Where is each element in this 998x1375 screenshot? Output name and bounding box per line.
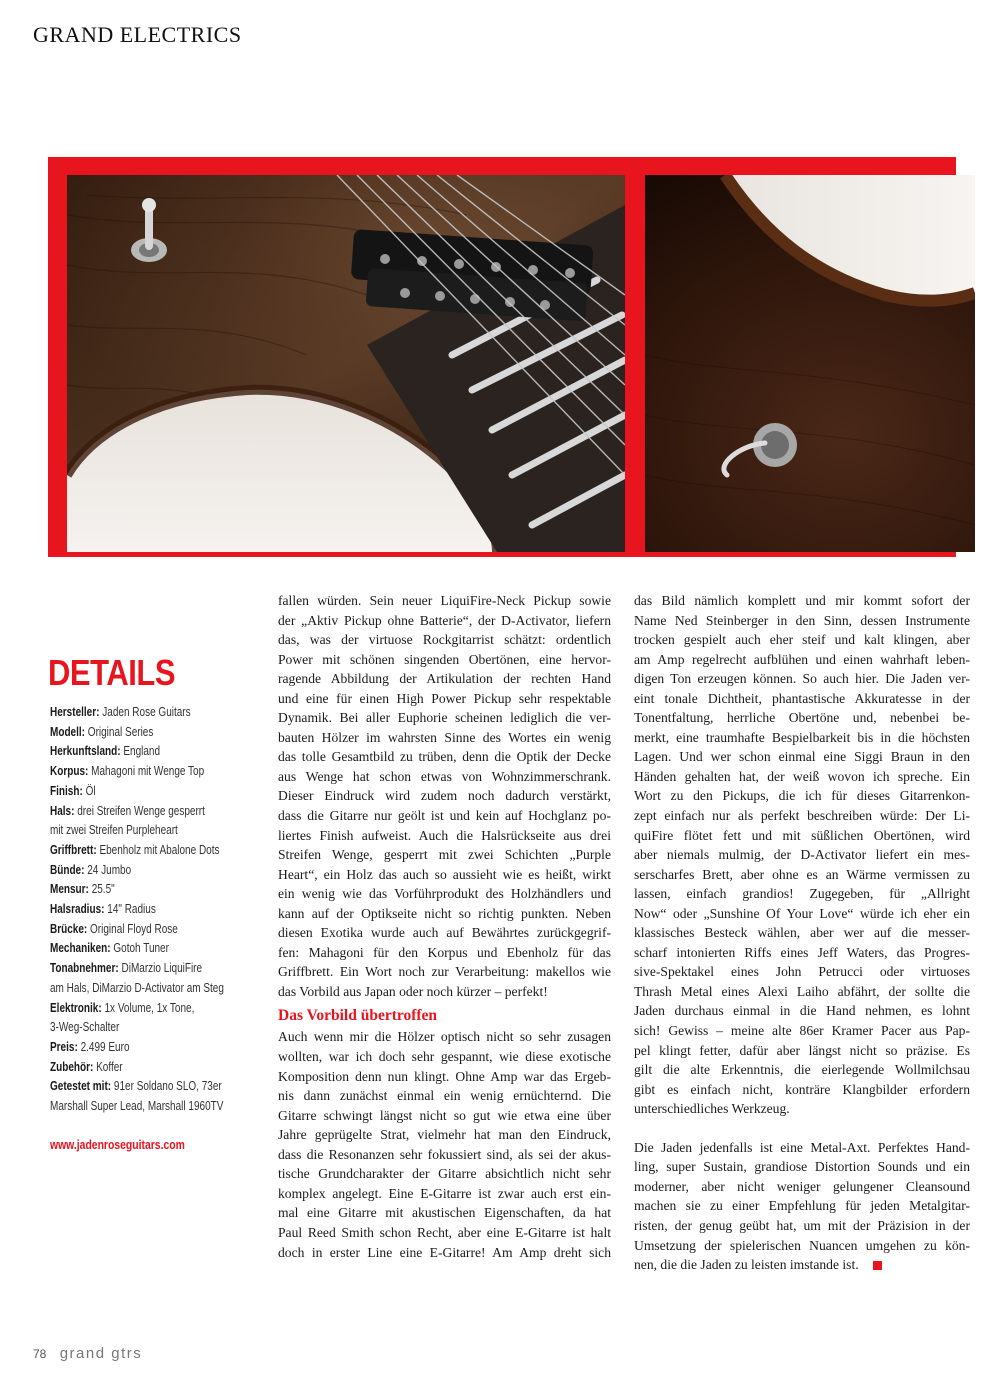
text-line: Dynamik. Bei aller Euphorie scheinen lediglich die ver- bbox=[278, 710, 611, 726]
text-line: unterschiedliches Werkzeug. bbox=[634, 1101, 790, 1117]
article-end-mark-icon bbox=[873, 1261, 882, 1270]
text-line: und eine für einen High Power Pickup sehr respektable bbox=[278, 690, 611, 706]
text-line: quiFire flötet fett und mit süßlichen Obertönen, wird bbox=[634, 827, 970, 843]
text-line: Griffbrett. Ein Wort noch zur Verarbeitung: makellos wie bbox=[278, 964, 611, 980]
spec-value: am Hals, DiMarzio D-Activator am Steg bbox=[50, 980, 224, 995]
article-subheading: Das Vorbild übertroffen bbox=[278, 1007, 438, 1025]
text-line: Heart“, ein Holz das auch so aussieht wie es heißt, wirkt bbox=[278, 866, 611, 882]
text-line: zept einfach nur als perfekt beschreiben würde: Der Li- bbox=[634, 808, 970, 824]
text-line: komplex angelegt. Eine E-Gitarre ist zwar auch erst ein- bbox=[278, 1185, 611, 1201]
text-line: diesen Exotika wurde auch auf Bewährtes zurückgegrif- bbox=[278, 925, 611, 941]
spec-label: Mensur: bbox=[50, 882, 89, 897]
spec-value: drei Streifen Wenge gesperrt bbox=[77, 803, 205, 818]
text-line: moderner, aber nicht weniger gelungener Cleansound bbox=[634, 1178, 970, 1194]
spec-line bbox=[50, 782, 234, 802]
text-line: gilt die alte Erkenntnis, die eierlegende Wollmilchsau bbox=[634, 1062, 970, 1078]
section-title: GRAND ELECTRICS bbox=[33, 22, 242, 47]
text-line: Auch wenn mir die Hölzer optisch nicht so sehr zusagen bbox=[278, 1029, 611, 1045]
spec-line bbox=[50, 861, 234, 881]
text-line: Jahre geprügelte Strat, vielmehr hat man den Eindruck, bbox=[278, 1127, 611, 1143]
spec-line bbox=[50, 1058, 234, 1078]
text-line: Lagen. Und wer schon einmal eine Siggi Braun in den bbox=[634, 749, 970, 765]
body-cutaway-illustration bbox=[645, 175, 975, 552]
text-line: tische Grundcharakter der Gitarre absichtlich nicht sehr bbox=[278, 1166, 611, 1182]
spec-value: Marshall Super Lead, Marshall 1960TV bbox=[50, 1099, 224, 1114]
spec-line bbox=[50, 703, 234, 723]
text-line: Tonentfaltung, herrliche Obertöne und, nebenbei be- bbox=[634, 710, 970, 726]
text-line: das Bild nämlich komplett und mir kommt sofort der bbox=[634, 593, 970, 608]
spec-label: Tonabnehmer: bbox=[50, 961, 119, 976]
spec-line bbox=[50, 1077, 234, 1097]
spec-value: Original Floyd Rose bbox=[90, 921, 178, 936]
spec-value: Ebenholz mit Abalone Dots bbox=[99, 842, 220, 857]
spec-value: Gotoh Tuner bbox=[113, 941, 169, 956]
spec-value: 3-Weg-Schalter bbox=[50, 1020, 120, 1035]
spec-value: 91er Soldano SLO, 73er bbox=[113, 1079, 222, 1094]
column-3-paragraph-1 bbox=[634, 591, 970, 1119]
text-line: ein wenig wie das Vorführprodukt des Holzhändlers und bbox=[278, 886, 611, 902]
spec-value: England bbox=[123, 744, 161, 759]
text-line: fallen würden. Sein neuer LiquiFire-Neck Pickup sowie bbox=[278, 593, 611, 608]
text-line: lassen, einfach grandios! Zugegeben, für „Allright bbox=[634, 886, 970, 902]
spec-label: Herkunftsland: bbox=[50, 744, 121, 759]
text-line: Dieser Eindruck wird zudem noch dadurch verstärkt, bbox=[278, 788, 611, 804]
text-line: risten, der genug geübt hat, um mit der Präzision in der bbox=[634, 1217, 970, 1233]
spec-value: Jaden Rose Guitars bbox=[102, 705, 191, 719]
text-line: ragende Abbildung der Artikulation der rechten Hand bbox=[278, 671, 611, 687]
text-line: nis dann zunächst einmal ein wenig ernüchternd. Die bbox=[278, 1088, 611, 1104]
spec-value: 1x Volume, 1x Tone, bbox=[104, 1000, 195, 1015]
text-line: wollten, war ich doch sehr gespannt, wie diese exotische bbox=[278, 1049, 611, 1065]
text-line: kann auf der Optikseite nicht so richtig punkten. Neben bbox=[278, 905, 611, 921]
text-line: serscharfes Brett, aber ohne es an Wärme vermissen zu bbox=[634, 866, 970, 882]
text-line: Paul Reed Smith schon Recht, aber eine E-Gitarre ist halt bbox=[278, 1224, 611, 1240]
column-2-paragraph-1 bbox=[278, 591, 611, 1001]
text-line: klassisches Besteck wählen, aber wer auf die messer- bbox=[634, 925, 970, 941]
spec-label: Korpus: bbox=[50, 764, 89, 779]
spec-label: Preis: bbox=[50, 1039, 78, 1054]
text-line: pel klingt fetter, dafür aber längst nicht so präzise. Es bbox=[634, 1042, 970, 1058]
spec-line bbox=[50, 920, 234, 940]
text-line: Gitarre schwingt längst nicht so gut wie etwa eine über bbox=[278, 1107, 611, 1123]
article-column-2 bbox=[278, 591, 611, 1262]
spec-value: Mahagoni mit Wenge Top bbox=[91, 764, 205, 779]
text-line: ling, super Sustain, grandiose Distortion Sounds und ein bbox=[634, 1159, 970, 1175]
spec-line bbox=[50, 841, 234, 861]
spec-line bbox=[50, 802, 234, 822]
spec-value: Koffer bbox=[96, 1059, 123, 1074]
text-line: Komposition denn nun klingt. Ohne Amp war das Ergeb- bbox=[278, 1068, 611, 1084]
spec-label: Mechaniken: bbox=[50, 941, 111, 956]
spec-value: 25.5" bbox=[91, 882, 115, 897]
spec-list bbox=[50, 703, 280, 1117]
spec-line bbox=[50, 1097, 234, 1117]
text-line: trocken gespielt auch eher steif und kalt klingen, aber bbox=[634, 632, 970, 648]
spec-line bbox=[50, 959, 234, 979]
spec-label: Hersteller: bbox=[50, 705, 100, 719]
spec-value: 24 Jumbo bbox=[87, 862, 132, 877]
column-2-paragraph-2 bbox=[278, 1027, 611, 1262]
text-line: Name Ned Steinberger in den Sinn, dessen Instrumente bbox=[634, 612, 970, 628]
spec-line bbox=[50, 939, 234, 959]
spec-label: Elektronik: bbox=[50, 1000, 102, 1015]
text-line: doch in erster Line eine E-Gitarre! Am Amp dreht sich bbox=[278, 1244, 611, 1260]
spec-label: Modell: bbox=[50, 724, 85, 739]
text-line: Streifen Wenge, gesperrt mit zwei Schichten „Purple bbox=[278, 847, 611, 863]
spec-line bbox=[50, 723, 234, 743]
text-line: fen: Mahagoni für den Korpus und Ebenholz für das bbox=[278, 944, 611, 960]
text-line: scharf intonierten Riffs eines Jeff Waters, das Progres- bbox=[634, 944, 970, 960]
text-line: das tolle Gesamtbild zu trüben, denn die Optik der Decke bbox=[278, 749, 611, 765]
spec-label: Hals: bbox=[50, 803, 75, 818]
text-line: dass die Resonanzen sehr fokussiert sind, als sei der akus- bbox=[278, 1146, 611, 1162]
text-line: liertes Finish aufweist. Auch die Halsrückseite aus drei bbox=[278, 827, 611, 843]
toggle-switch-icon bbox=[724, 423, 797, 475]
article-column-3 bbox=[634, 591, 970, 1275]
text-line: das, was der virtuose Rockgitarrist schätzt: ordentlich bbox=[278, 632, 611, 648]
spec-value: DiMarzio LiquiFire bbox=[121, 961, 203, 976]
text-line: Händen gehalten hat, der weiß wovon ich spreche. Ein bbox=[634, 768, 970, 784]
spec-line bbox=[50, 1038, 234, 1058]
spec-label: Getestet mit: bbox=[50, 1079, 112, 1094]
text-line: Wort zu den Pickups, die ich für dieses Gitarrenkon- bbox=[634, 788, 970, 804]
spec-value: mit zwei Streifen Purpleheart bbox=[50, 823, 178, 838]
text-line: dass die Gitarre nur geölt ist und kein auf Hochglanz po- bbox=[278, 808, 611, 824]
column-3-paragraph-2 bbox=[634, 1138, 970, 1275]
spec-value: Öl bbox=[85, 783, 96, 798]
spec-value: Original Series bbox=[87, 724, 154, 739]
spec-line bbox=[50, 1018, 234, 1038]
text-line: bauten Hölzer im wahrsten Sinne des Wortes ein wenig bbox=[278, 729, 611, 745]
spec-label: Bünde: bbox=[50, 862, 85, 877]
text-line: Umsetzung der spielerischen Nuancen umgehen zu kön- bbox=[634, 1237, 970, 1253]
text-line: mal eine Gitarre mit akustischen Eigenschaften, da hat bbox=[278, 1205, 611, 1221]
text-line: das Vorbild aus Japan oder noch kürzer – perfekt! bbox=[278, 983, 548, 999]
spec-label: Halsradius: bbox=[50, 902, 105, 917]
manufacturer-website-link[interactable]: www.jadenroseguitars.com bbox=[50, 1137, 185, 1152]
text-line: sive-Spektakel eines John Petrucci oder virtuoses bbox=[634, 964, 970, 980]
text-line: Thrash Metal eines Alexi Laiho abfährt, der sollte die bbox=[634, 983, 970, 999]
text-line: nen, die die Jaden zu leisten imstande ist. bbox=[634, 1257, 859, 1273]
text-line: eint tonale Dichtheit, phantastische Akkuratesse in der bbox=[634, 690, 970, 706]
spec-line bbox=[50, 762, 234, 782]
spec-label: Griffbrett: bbox=[50, 842, 97, 857]
text-line: aus Wenge hat schon etwas von Wohnzimmerschrank. bbox=[278, 768, 611, 784]
text-line: merkt, eine traumhafte Bespielbarkeit bis in die höchsten bbox=[634, 729, 970, 745]
spec-line bbox=[50, 979, 234, 999]
magazine-name: grand gtrs bbox=[59, 1345, 143, 1362]
spec-line bbox=[50, 900, 234, 920]
text-line: am Amp regelrecht aufblühen und einen wahrhaft leben- bbox=[634, 651, 970, 667]
spec-line bbox=[50, 821, 234, 841]
spec-line bbox=[50, 880, 234, 900]
guitar-switch-photo bbox=[645, 175, 975, 552]
spec-line bbox=[50, 999, 234, 1019]
text-line: Power mit schönen singenden Obertönen, eine hervor- bbox=[278, 651, 611, 667]
spec-line bbox=[50, 742, 234, 762]
text-line: sich! Gewiss – meine alte 86er Kramer Pacer aus Pap- bbox=[634, 1023, 970, 1039]
page-number: 78 bbox=[33, 1347, 47, 1361]
guitar-body-photo bbox=[67, 175, 625, 552]
pickup-fretboard-illustration bbox=[67, 175, 625, 552]
text-line: gibt es einfach nicht, konträre Klangbilder erfordern bbox=[634, 1081, 970, 1097]
details-heading: DETAILS bbox=[48, 652, 176, 693]
spec-value: 2.499 Euro bbox=[80, 1039, 130, 1054]
spec-label: Zubehör: bbox=[50, 1059, 94, 1074]
page-footer bbox=[33, 1345, 142, 1362]
text-line: digen Ton erzeugen können. So auch hier. Die Jaden ver- bbox=[634, 671, 970, 687]
text-line: machen sie zu einer Empfehlung für jeden Metalgitar- bbox=[634, 1198, 970, 1214]
text-line: aber niemals mulmig, der D-Activator liefert ein mes- bbox=[634, 847, 970, 863]
text-line: Die Jaden jedenfalls ist eine Metal-Axt. Perfektes Hand- bbox=[634, 1139, 970, 1155]
text-line: Now“ oder „Sunshine Of Your Love“ würde ich eher ein bbox=[634, 905, 970, 921]
text-line: der „Aktiv Pickup ohne Batterie“, der D-Activator, liefern bbox=[278, 612, 611, 628]
text-line: Jaden durchaus einmal in die Hand nehmen, es lohnt bbox=[634, 1003, 970, 1019]
spec-value: 14" Radius bbox=[107, 902, 156, 917]
spec-label: Finish: bbox=[50, 783, 83, 798]
spec-label: Brücke: bbox=[50, 921, 88, 936]
